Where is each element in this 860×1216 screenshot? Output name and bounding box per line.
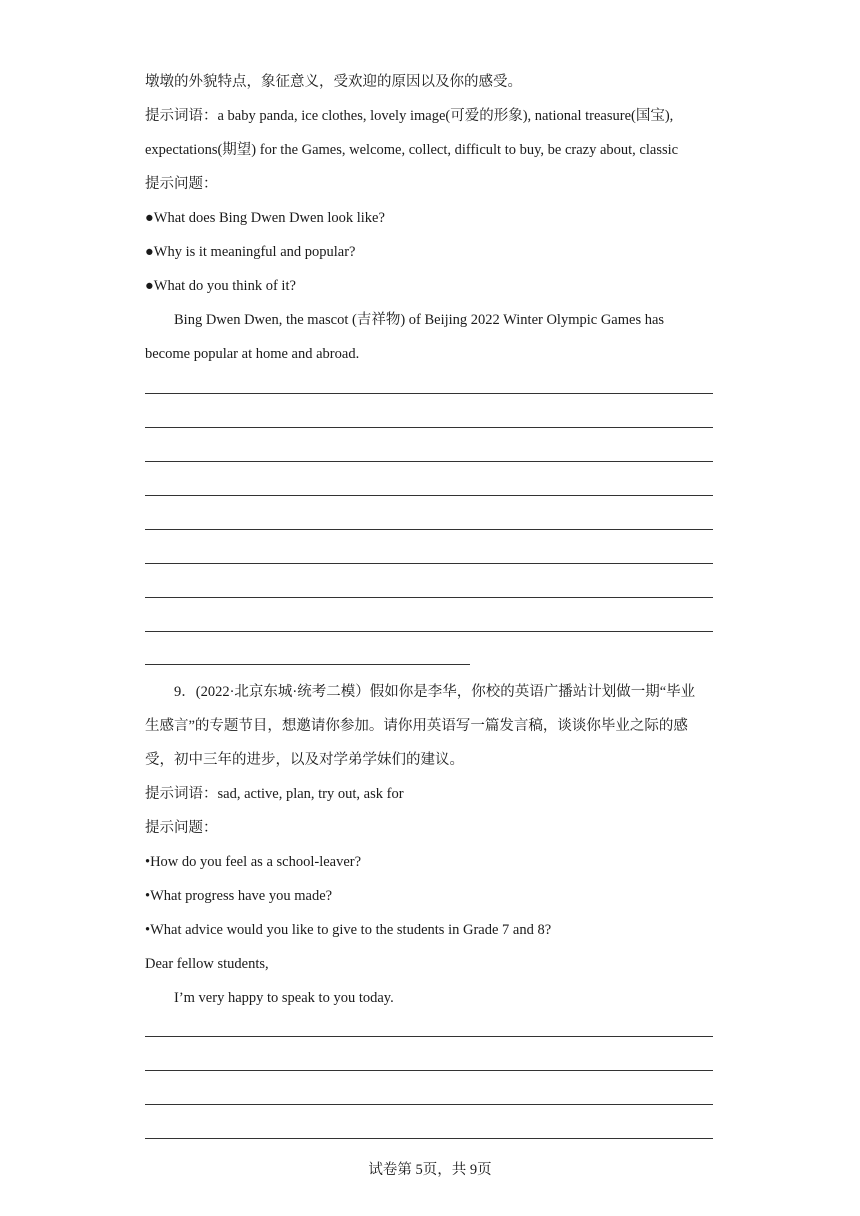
q8-start-sentence-line1: Bing Dwen Dwen, the mascot (吉祥物) of Beijing 2022 Winter Olympic Games has bbox=[174, 312, 665, 328]
answer-line[interactable] bbox=[145, 461, 713, 462]
q8-hint-words-line2: expectations(期望) for the Games, welcome, collect, difficult to buy, be crazy about, classic bbox=[145, 142, 679, 158]
answer-line[interactable] bbox=[145, 1138, 713, 1139]
q9-prompt-line3: 受，初中三年的进步，以及对学弟学妹们的建议。 bbox=[145, 752, 464, 768]
answer-line-final[interactable] bbox=[145, 664, 470, 665]
q9-prompt-line2: 生感言”的专题节目，想邀请你参加。请你用英语写一篇发言稿，谈谈你毕业之际的感 bbox=[145, 718, 688, 734]
q8-start-sentence-line2: become popular at home and abroad. bbox=[145, 346, 360, 362]
q9-question-3: •What advice would you like to give to the students in Grade 7 and 8? bbox=[145, 922, 552, 938]
answer-line[interactable] bbox=[145, 1070, 713, 1071]
q8-question-1: ●What does Bing Dwen Dwen look like? bbox=[145, 210, 385, 226]
answer-line[interactable] bbox=[145, 427, 713, 428]
answer-line[interactable] bbox=[145, 631, 713, 632]
q9-question-2: •What progress have you made? bbox=[145, 888, 333, 904]
q9-opening-sentence: I’m very happy to speak to you today. bbox=[174, 990, 394, 1006]
q8-hint-questions-label: 提示问题： bbox=[145, 176, 218, 192]
q9-question-1: •How do you feel as a school-leaver? bbox=[145, 854, 362, 870]
q8-question-3: ●What do you think of it? bbox=[145, 278, 296, 294]
answer-line[interactable] bbox=[145, 1104, 713, 1105]
q8-hint-words-line1: 提示词语：a baby panda, ice clothes, lovely image(可爱的形象), national treasure(国宝), bbox=[145, 108, 674, 124]
answer-line[interactable] bbox=[145, 563, 713, 564]
q8-question-2: ●Why is it meaningful and popular? bbox=[145, 244, 356, 260]
answer-line[interactable] bbox=[145, 495, 713, 496]
q8-intro-tail: 墩墩的外貌特点，象征意义，受欢迎的原因以及你的感受。 bbox=[145, 74, 522, 90]
q9-prompt-line1: 9．(2022·北京东城·统考二模）假如你是李华，你校的英语广播站计划做一期“毕业 bbox=[174, 684, 696, 700]
answer-line[interactable] bbox=[145, 597, 713, 598]
q9-hint-questions-label: 提示问题： bbox=[145, 820, 218, 836]
answer-line[interactable] bbox=[145, 393, 713, 394]
page-number-footer: 试卷第 5页，共 9页 bbox=[368, 1162, 492, 1178]
q9-salutation: Dear fellow students, bbox=[145, 956, 269, 972]
q9-hint-words: 提示词语：sad, active, plan, try out, ask for bbox=[145, 786, 404, 802]
answer-line[interactable] bbox=[145, 529, 713, 530]
answer-line[interactable] bbox=[145, 1036, 713, 1037]
